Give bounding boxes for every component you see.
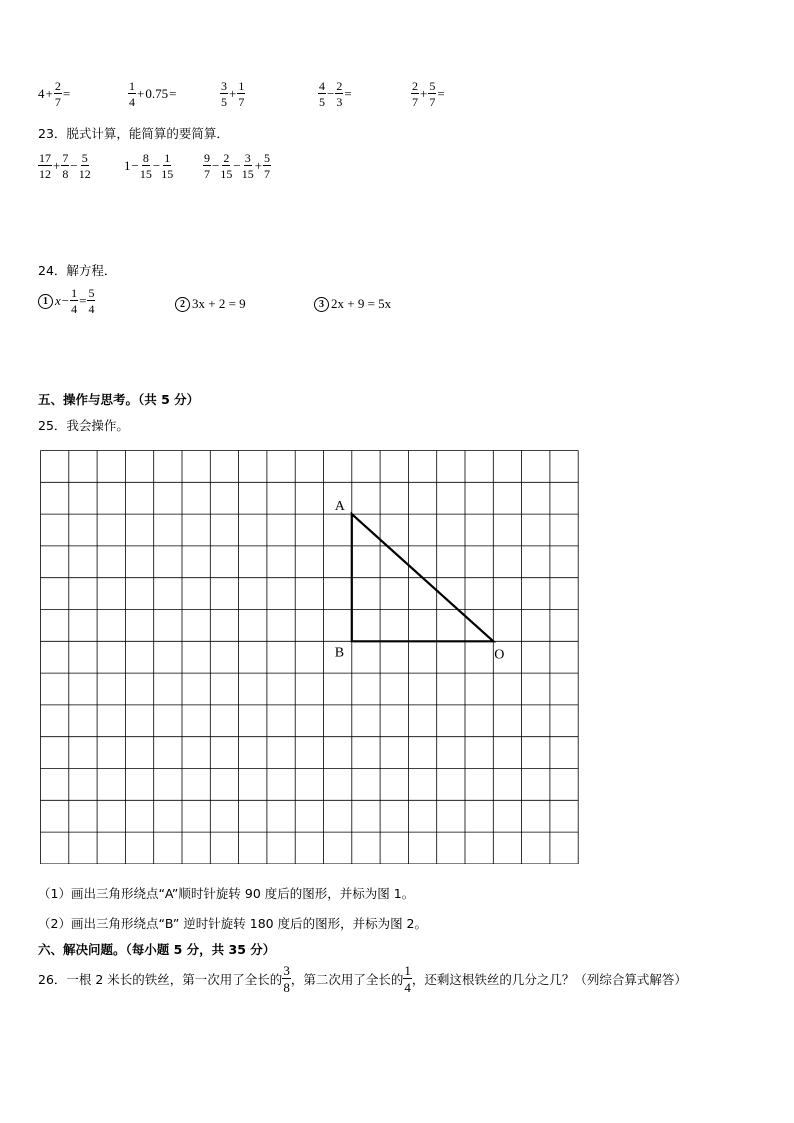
square-grid — [40, 450, 580, 864]
calc-item-2 — [128, 80, 177, 108]
fraction: $\frac{1}{4}$ — [71, 286, 78, 316]
equation-3 — [314, 296, 391, 312]
equals-sign: = — [79, 293, 87, 308]
fraction: $\frac{4}{5}$ — [319, 79, 325, 109]
equation-2 — [175, 296, 246, 312]
q23-expression-3 — [203, 152, 271, 180]
fraction: $\frac{5}{4}$ — [88, 286, 95, 316]
fraction: $\frac{1}{4}$ — [129, 79, 135, 109]
fraction: $\frac{1}{7}$ — [238, 79, 245, 109]
operator: + — [45, 86, 53, 101]
fraction: $\frac{9}{7}$ — [204, 151, 210, 181]
fraction: $\frac{17}{12}$ — [39, 151, 51, 181]
question-24-title: 24．解方程． — [38, 263, 117, 278]
fraction: $\frac{1}{15}$ — [161, 151, 174, 181]
section-6-title: 六、解决问题。（每小题 5 分，共 35 分） — [38, 942, 276, 957]
operator: − — [61, 293, 70, 308]
operator: + — [254, 158, 263, 173]
operator: − — [131, 158, 139, 173]
circled-number: 3 — [314, 297, 329, 312]
calc-item-5 — [411, 80, 446, 108]
fraction: $\frac{1}{4}$ — [404, 963, 411, 995]
equation-text: 2x + 9 = 5x — [331, 296, 392, 311]
fraction: $\frac{3}{8}$ — [283, 963, 290, 995]
fraction: $\frac{5}{7}$ — [429, 79, 436, 109]
question-25-title: 25．我会操作。 — [38, 418, 129, 433]
vertex-label-A: A — [334, 499, 345, 515]
circled-number: 2 — [175, 297, 190, 312]
fraction: $\frac{2}{15}$ — [220, 151, 233, 181]
question-26-text-1: 26．一根 2 米长的铁丝，第一次用了全长的 — [38, 972, 283, 987]
q23-expression-1 — [38, 152, 91, 180]
fraction: $\frac{2}{7}$ — [54, 79, 61, 109]
operator: + — [229, 86, 237, 101]
operator: − — [212, 158, 220, 173]
whole-number: 4 — [38, 86, 45, 101]
question-25-part-2: （2）画出三角形绕点“B” 逆时针旋转 180 度后的图形，并标为图 2。 — [38, 916, 428, 931]
operator: − — [233, 158, 241, 173]
equals-sign: = — [344, 86, 352, 101]
section-5-title: 五、操作与思考。（共 5 分） — [38, 392, 200, 407]
decimal-value: 0.75 — [145, 86, 169, 101]
fraction: $\frac{3}{15}$ — [241, 151, 254, 181]
fraction: $\frac{3}{5}$ — [221, 79, 227, 109]
fraction: $\frac{7}{8}$ — [62, 151, 69, 181]
question-23-title: 23．脱式计算，能简算的要简算． — [38, 126, 229, 141]
q23-expression-2 — [124, 152, 173, 180]
operator: − — [70, 158, 78, 173]
question-26-text-2: ，第二次用了全长的 — [290, 972, 404, 987]
operator: + — [53, 158, 61, 173]
calc-item-1 — [38, 80, 71, 108]
operator: − — [327, 86, 335, 101]
fraction: $\frac{2}{3}$ — [336, 79, 343, 109]
equals-sign: = — [437, 86, 445, 101]
fraction: $\frac{5}{12}$ — [78, 151, 91, 181]
fraction: $\frac{5}{7}$ — [264, 151, 271, 181]
vertex-label-B: B — [334, 645, 345, 661]
question-25-part-1: （1）画出三角形绕点“A”顺时针旋转 90 度后的图形，并标为图 1。 — [38, 886, 415, 901]
circled-number: 1 — [38, 294, 53, 309]
calc-item-3 — [220, 80, 245, 108]
equals-sign: = — [62, 86, 71, 101]
equals-sign: = — [169, 86, 177, 101]
question-26-text-3: ，还剩这根铁丝的几分之几？（列综合算式解答） — [411, 972, 687, 987]
vertex-label-O: O — [494, 647, 505, 663]
operator: + — [137, 86, 145, 101]
variable: x — [55, 293, 61, 308]
operator: + — [420, 86, 428, 101]
fraction: $\frac{8}{15}$ — [139, 151, 152, 181]
fraction: $\frac{2}{7}$ — [412, 79, 418, 109]
whole-number: 1 — [124, 158, 131, 173]
question-26 — [38, 964, 687, 994]
equation-1 — [38, 287, 95, 315]
equation-text: 3x + 2 = 9 — [192, 296, 246, 311]
calc-item-4 — [318, 80, 353, 108]
operator: − — [152, 158, 161, 173]
